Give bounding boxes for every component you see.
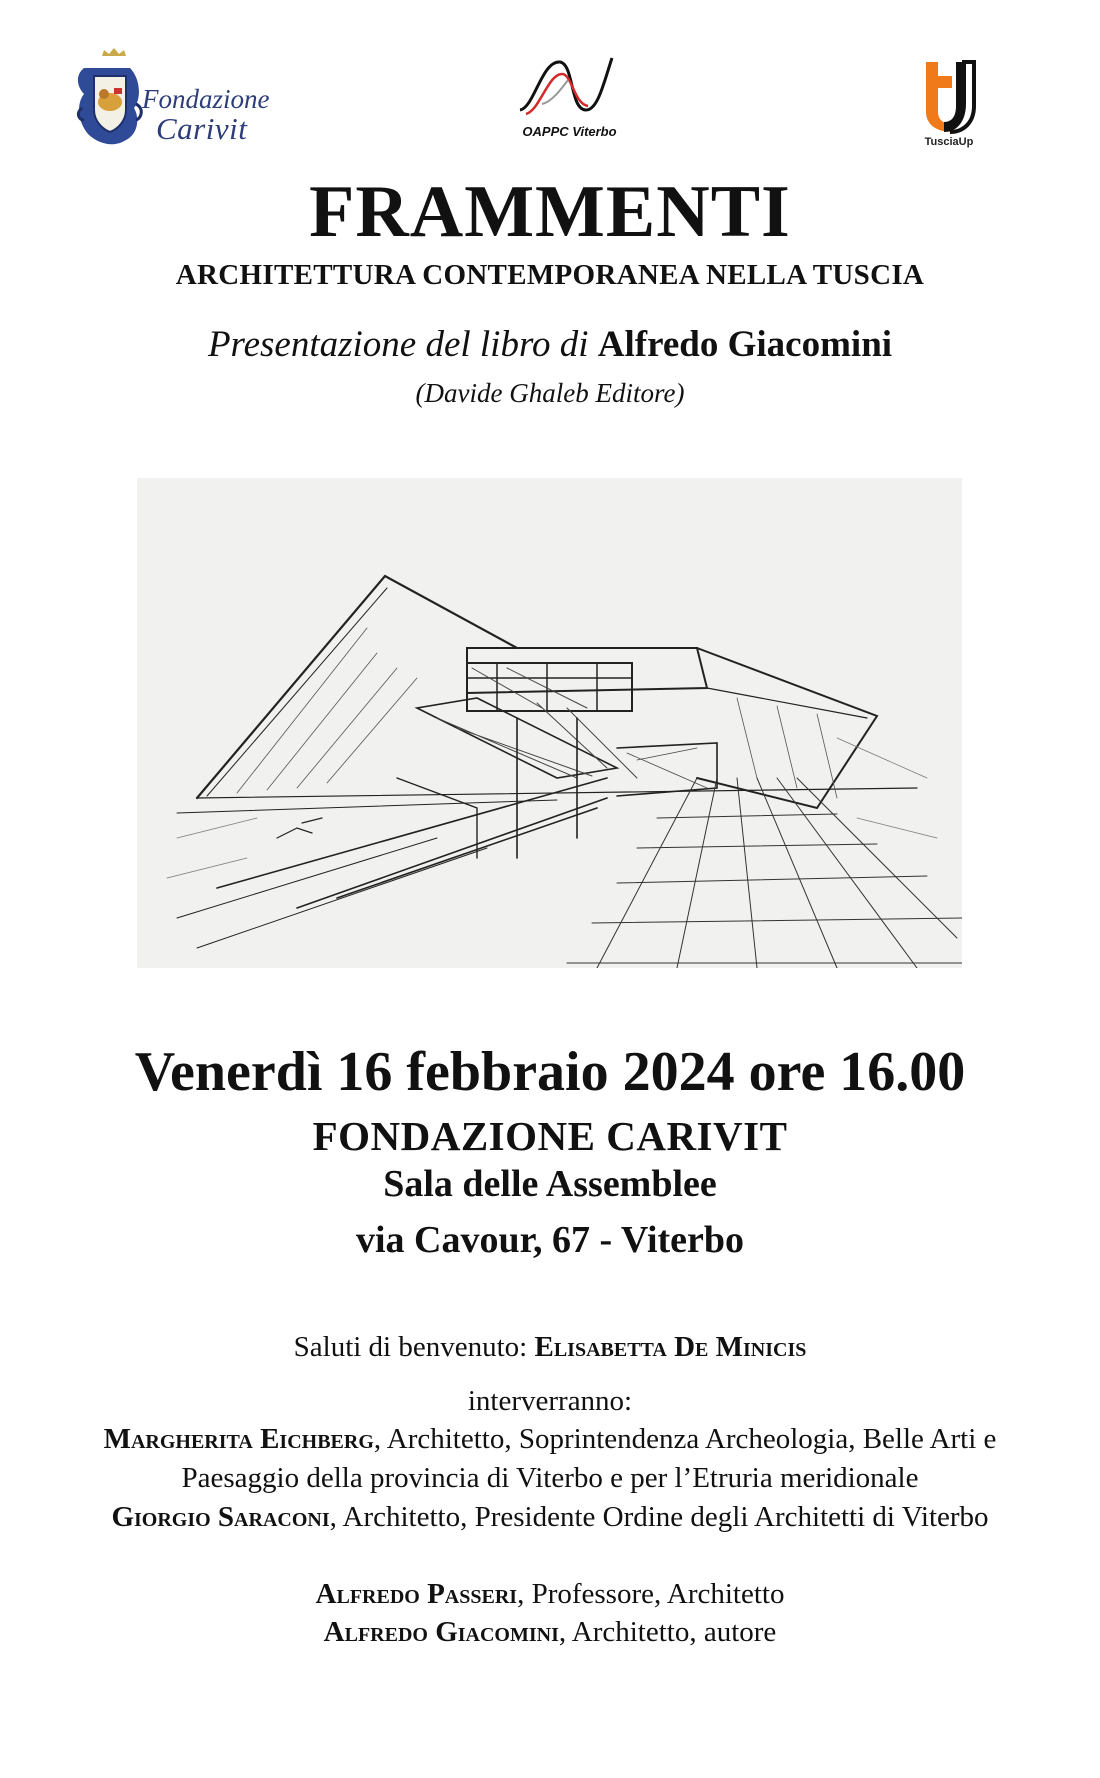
speaker-role: , Architetto, autore bbox=[558, 1616, 777, 1648]
event-room: Sala delle Assemblee bbox=[383, 1163, 717, 1205]
speaker-role: , Professore, Architetto bbox=[517, 1578, 785, 1610]
speaker-name: Alfredo Passeri bbox=[315, 1578, 518, 1610]
tusciaup-logo-caption: TusciaUp bbox=[924, 136, 974, 148]
speaker-item bbox=[0, 1575, 1100, 1614]
architectural-sketch-image bbox=[137, 478, 962, 968]
fondazione-carivit-logo bbox=[74, 48, 274, 154]
speaker-name: Margherita Eichberg bbox=[103, 1423, 374, 1455]
carivit-logo-line1: Fondazione bbox=[142, 84, 270, 114]
presentation-lead: Presentazione del libro di bbox=[207, 324, 589, 365]
page-subtitle: ARCHITETTURA CONTEMPORANEA NELLA TUSCIA bbox=[175, 259, 925, 291]
speaker-item bbox=[60, 1420, 1040, 1498]
speaker-name: Giorgio Saraconi bbox=[111, 1501, 330, 1533]
speakers-intro: interverranno: bbox=[467, 1385, 633, 1417]
publisher-line: (Davide Ghaleb Editore) bbox=[415, 378, 685, 408]
page-title: FRAMMENTI bbox=[309, 171, 791, 253]
welcome-name: Elisabetta De Minicis bbox=[534, 1331, 807, 1363]
welcome-line bbox=[0, 1328, 1100, 1367]
event-address: via Cavour, 67 - Viterbo bbox=[355, 1219, 745, 1261]
speaker-role: , Architetto, Presidente Ordine degli Architetti di Viterbo bbox=[329, 1501, 989, 1533]
speaker-item bbox=[60, 1498, 1040, 1537]
oappc-viterbo-logo bbox=[512, 52, 627, 144]
speaker-role: , Architetto, Soprintendenza Archeologia, Belle Arti e Paesaggio della provincia di Viterbo e per l’Etruria meridionale bbox=[181, 1423, 997, 1494]
speaker-name: Alfredo Giacomini bbox=[323, 1616, 559, 1648]
event-date: Venerdì 16 febbraio 2024 ore 16.00 bbox=[134, 1041, 966, 1103]
speaker-item bbox=[0, 1613, 1100, 1652]
tusciaup-mark-icon bbox=[904, 56, 994, 134]
oappc-logo-caption: OAPPC Viterbo bbox=[522, 124, 617, 139]
carivit-logo-line2: Carivit bbox=[156, 111, 248, 146]
event-venue: FONDAZIONE CARIVIT bbox=[312, 1113, 788, 1159]
tusciaup-logo bbox=[904, 56, 994, 151]
book-presentation-line bbox=[0, 323, 1100, 366]
book-author: Alfredo Giacomini bbox=[597, 324, 893, 365]
welcome-label: Saluti di benvenuto: bbox=[293, 1331, 528, 1363]
oappc-wave-icon bbox=[512, 52, 627, 122]
